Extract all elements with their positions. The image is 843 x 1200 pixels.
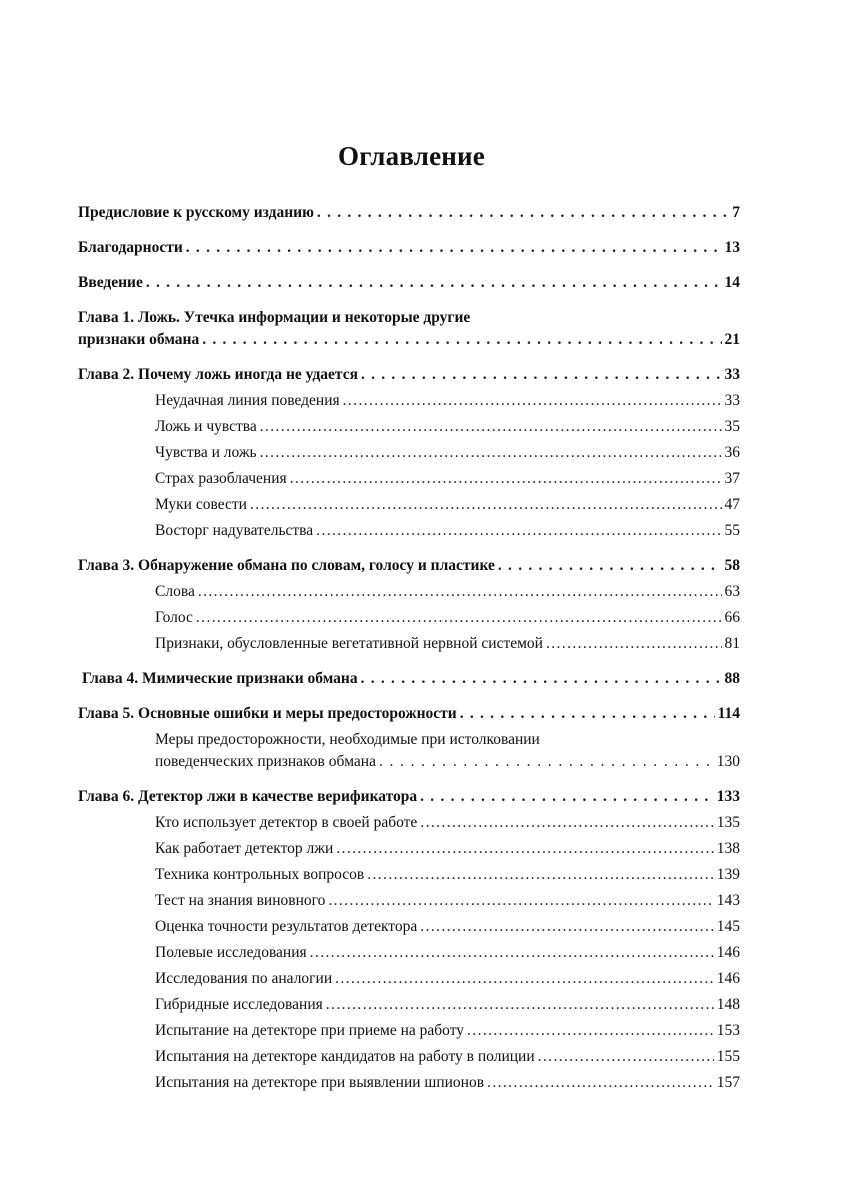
dot-leader xyxy=(317,202,729,224)
toc-page-number: 81 xyxy=(724,635,740,652)
toc-page-number: 47 xyxy=(724,496,740,513)
dot-leader xyxy=(335,968,714,990)
toc-page-number: 145 xyxy=(716,918,740,935)
dot-leader xyxy=(420,916,714,938)
dot-leader xyxy=(538,1046,714,1068)
toc-entry-chapter-5[interactable] xyxy=(78,703,740,725)
toc-subentry-title-line1: Меры предосторожности, необходимые при истолковании xyxy=(155,731,540,748)
toc-page-number: 33 xyxy=(724,392,740,409)
toc-subentry[interactable] xyxy=(78,942,740,964)
toc-subentry-title: Испытания на детекторе кандидатов на работу в полиции xyxy=(155,1048,535,1065)
page-title: Оглавление xyxy=(338,141,485,171)
toc-subentry-title: Как работает детектор лжи xyxy=(155,840,334,857)
dot-leader xyxy=(361,668,722,690)
toc-subentry-title: Слова xyxy=(155,583,195,600)
toc-entry-title: Введение xyxy=(78,274,143,291)
dot-leader xyxy=(310,942,714,964)
toc-subentry-title: Страх разоблачения xyxy=(155,470,287,487)
dot-leader xyxy=(343,390,722,412)
toc-page-number: 58 xyxy=(724,557,740,574)
toc-subentry-title: Голос xyxy=(155,609,193,626)
dot-leader xyxy=(290,468,722,490)
toc-entry-chapter-3[interactable] xyxy=(78,555,740,577)
toc-subentry[interactable] xyxy=(78,520,740,542)
toc-subentry[interactable] xyxy=(78,416,740,438)
dot-leader xyxy=(361,364,722,386)
toc-subentry[interactable] xyxy=(78,390,740,412)
dot-leader xyxy=(498,555,722,577)
dot-leader xyxy=(328,890,713,912)
toc-entry-thanks[interactable] xyxy=(78,237,740,259)
toc-page-number: 143 xyxy=(716,892,740,909)
toc-page-number: 88 xyxy=(724,670,740,687)
toc-entry-title: Глава 4. Мимические признаки обмана xyxy=(82,670,358,687)
dot-leader xyxy=(260,442,722,464)
dot-leader xyxy=(326,994,714,1016)
toc-subentry[interactable] xyxy=(78,442,740,464)
toc-entry-preface[interactable] xyxy=(78,202,740,224)
toc-subentry[interactable] xyxy=(78,633,740,655)
toc-subentry-title: Испытания на детекторе при выявлении шпионов xyxy=(155,1074,485,1091)
dot-leader xyxy=(196,607,722,629)
dot-leader xyxy=(260,416,722,438)
toc-subentry[interactable] xyxy=(78,1020,740,1042)
dot-leader xyxy=(546,633,722,655)
toc-subentry-title: Испытание на детекторе при приеме на работу xyxy=(155,1022,465,1039)
toc-page-number: 13 xyxy=(724,239,740,256)
toc-page-number: 55 xyxy=(724,522,740,539)
toc-subentry-title: Кто использует детектор в своей работе xyxy=(155,814,418,831)
dot-leader xyxy=(420,786,714,808)
toc-entry-intro[interactable] xyxy=(78,272,740,294)
toc-subentry[interactable] xyxy=(78,494,740,516)
toc-page-number: 133 xyxy=(716,788,740,805)
toc-entry-title: Предисловие к русскому изданию xyxy=(78,204,314,221)
toc-entry-chapter-6[interactable] xyxy=(78,786,740,808)
toc-subentry[interactable] xyxy=(78,890,740,912)
toc-page-number: 153 xyxy=(716,1022,740,1039)
toc-subentry-title: Тест на знания виновного xyxy=(155,892,326,909)
toc-subentry[interactable] xyxy=(78,468,740,490)
toc-page-number: 138 xyxy=(716,840,740,857)
toc-entry-title: Глава 6. Детектор лжи в качестве верификатора xyxy=(78,788,418,805)
toc-page-number: 146 xyxy=(716,944,740,961)
toc-subentry[interactable] xyxy=(78,838,740,860)
toc-page-number: 66 xyxy=(724,609,740,626)
toc-subentry-title-line2: поведенческих признаков обмана xyxy=(155,753,376,770)
toc-subentry-title: Чувства и ложь xyxy=(155,444,257,461)
dot-leader xyxy=(250,494,722,516)
toc-subentry[interactable] xyxy=(78,607,740,629)
toc-subentry-title: Гибридные исследования xyxy=(155,996,323,1013)
dot-leader xyxy=(336,838,713,860)
toc-page-number: 130 xyxy=(716,753,740,770)
toc-entry-title: Благодарности xyxy=(78,239,183,256)
dot-leader xyxy=(467,1020,714,1042)
toc-subentry-title: Неудачная линия поведения xyxy=(155,392,340,409)
toc-page-number: 114 xyxy=(717,705,740,722)
toc-subentry-title: Полевые исследования xyxy=(155,944,307,961)
toc-page-number: 36 xyxy=(724,444,740,461)
toc-entry-title: Глава 2. Почему ложь иногда не удается xyxy=(78,366,358,383)
toc-subentry-title: Восторг надувательства xyxy=(155,522,314,539)
toc-subentry-title: Признаки, обусловленные вегетативной нервной системой xyxy=(155,635,543,652)
toc-page-number: 21 xyxy=(724,331,740,348)
table-of-contents xyxy=(78,202,740,1094)
toc-entry-title-line1: Глава 1. Ложь. Утечка информации и некоторые другие xyxy=(78,309,471,326)
toc-subentry-title: Исследования по аналогии xyxy=(155,970,333,987)
toc-subentry-title: Техника контрольных вопросов xyxy=(155,866,365,883)
dot-leader xyxy=(316,520,721,542)
dot-leader xyxy=(379,751,714,773)
dot-leader xyxy=(146,272,722,294)
toc-entry-title: Глава 5. Основные ошибки и меры предосторожности xyxy=(78,705,457,722)
toc-entry-title-line2: признаки обмана xyxy=(78,331,200,348)
toc-subentry-title: Оценка точности результатов детектора xyxy=(155,918,418,935)
toc-page-number: 7 xyxy=(732,204,740,221)
toc-page-number: 14 xyxy=(724,274,740,291)
toc-subentry[interactable] xyxy=(78,864,740,886)
toc-entry-title: Глава 3. Обнаружение обмана по словам, голосу и пластике xyxy=(78,557,495,574)
toc-subentry[interactable] xyxy=(78,729,740,773)
toc-page-number: 139 xyxy=(716,866,740,883)
dot-leader xyxy=(460,703,715,725)
toc-page-number: 35 xyxy=(724,418,740,435)
toc-page-number: 155 xyxy=(716,1048,740,1065)
toc-page-number: 157 xyxy=(716,1074,740,1091)
toc-subentry-title: Муки совести xyxy=(155,496,247,513)
dot-leader xyxy=(367,864,714,886)
toc-subentry[interactable] xyxy=(78,812,740,834)
toc-subentry[interactable] xyxy=(78,994,740,1016)
dot-leader xyxy=(487,1072,714,1094)
toc-subentry[interactable] xyxy=(78,1072,740,1094)
toc-subentry[interactable] xyxy=(78,916,740,938)
toc-subentry[interactable] xyxy=(78,968,740,990)
toc-page-number: 148 xyxy=(716,996,740,1013)
dot-leader xyxy=(420,812,713,834)
dot-leader xyxy=(202,329,721,351)
toc-subentry[interactable] xyxy=(78,1046,740,1068)
toc-subentry-title: Ложь и чувства xyxy=(155,418,257,435)
toc-page-number: 37 xyxy=(724,470,740,487)
toc-entry-chapter-4[interactable] xyxy=(78,668,740,690)
dot-leader xyxy=(198,581,722,603)
dot-leader xyxy=(186,237,722,259)
toc-page-number: 146 xyxy=(716,970,740,987)
toc-entry-chapter-1[interactable] xyxy=(78,307,740,351)
toc-page-number: 63 xyxy=(724,583,740,600)
toc-subentry[interactable] xyxy=(78,581,740,603)
toc-page-number: 135 xyxy=(716,814,740,831)
toc-entry-chapter-2[interactable] xyxy=(78,364,740,386)
toc-page-number: 33 xyxy=(724,366,740,383)
